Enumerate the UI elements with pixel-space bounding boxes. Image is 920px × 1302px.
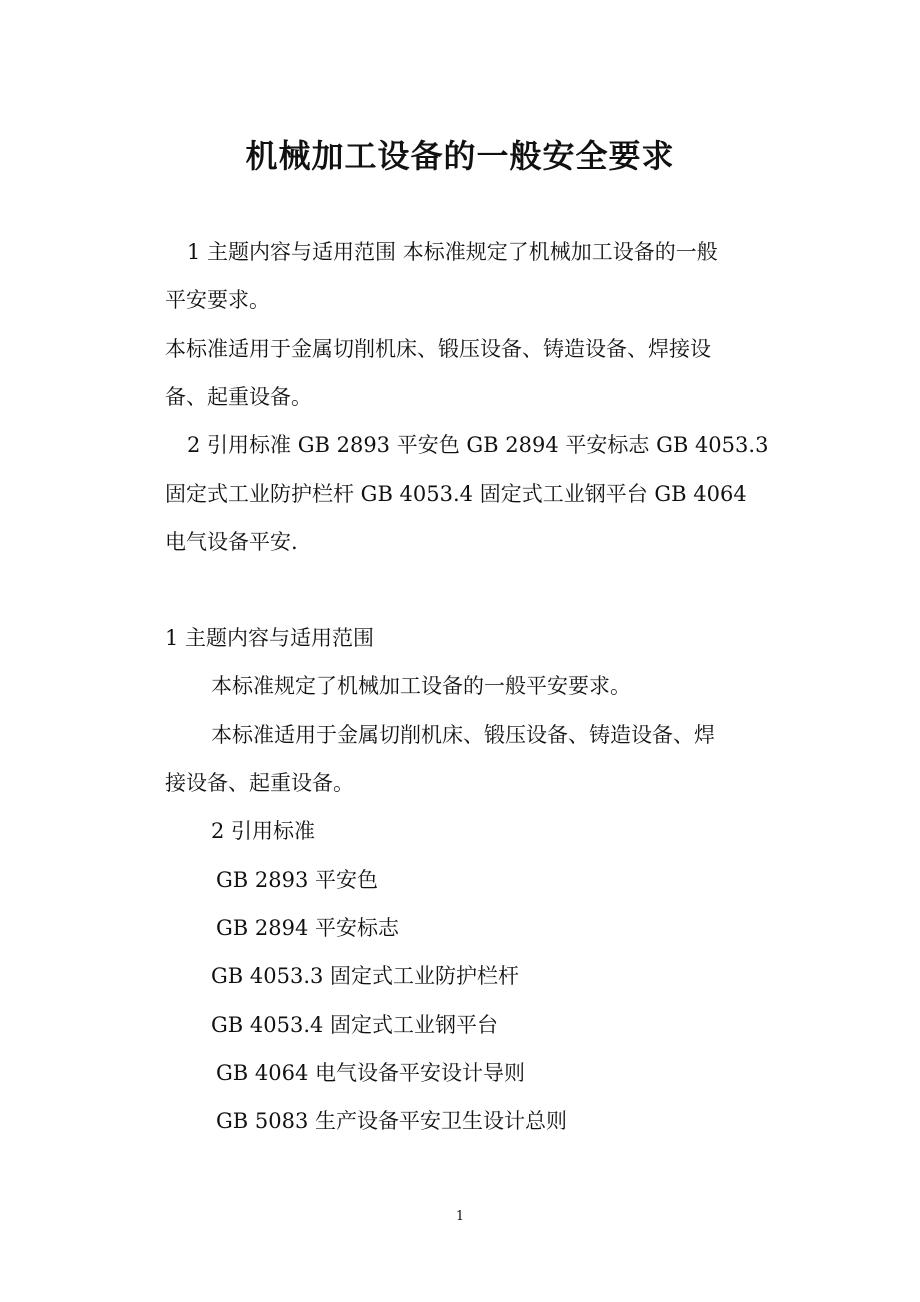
section-1-paragraph: 本标准适用于金属切削机床、锻压设备、铸造设备、焊 [211,723,715,747]
section-1-paragraph: 本标准规定了机械加工设备的一般平安要求。 [211,674,631,698]
reference-item: GB 4053.4 固定式工业钢平台 [211,1013,499,1037]
summary-line: 2 引用标准 GB 2893 平安色 GB 2894 平安标志 GB 4053.3 [187,433,769,457]
summary-line: 本标准适用于金属切削机床、锻压设备、铸造设备、焊接设 [165,337,711,361]
section-1-paragraph: 接设备、起重设备。 [165,771,354,795]
summary-line: 平安要求。 [165,288,270,312]
section-1-heading: 1 主题内容与适用范围 [165,626,375,650]
reference-item: GB 2894 平安标志 [216,916,400,940]
summary-line: 1 主题内容与适用范围 本标准规定了机械加工设备的一般 [187,240,718,264]
section-2-heading: 2 引用标准 [211,819,316,843]
summary-line: 备、起重设备。 [165,385,312,409]
reference-item: GB 4064 电气设备平安设计导则 [216,1061,526,1085]
reference-item: GB 5083 生产设备平安卫生设计总则 [216,1109,568,1133]
reference-item: GB 2893 平安色 [216,868,379,892]
page-number: 1 [455,1209,465,1224]
reference-item: GB 4053.3 固定式工业防护栏杆 [211,964,520,988]
summary-line: 电气设备平安. [165,530,298,554]
document-title: 机械加工设备的一般安全要求 [245,137,675,175]
summary-line: 固定式工业防护栏杆 GB 4053.4 固定式工业钢平台 GB 4064 [165,482,747,506]
